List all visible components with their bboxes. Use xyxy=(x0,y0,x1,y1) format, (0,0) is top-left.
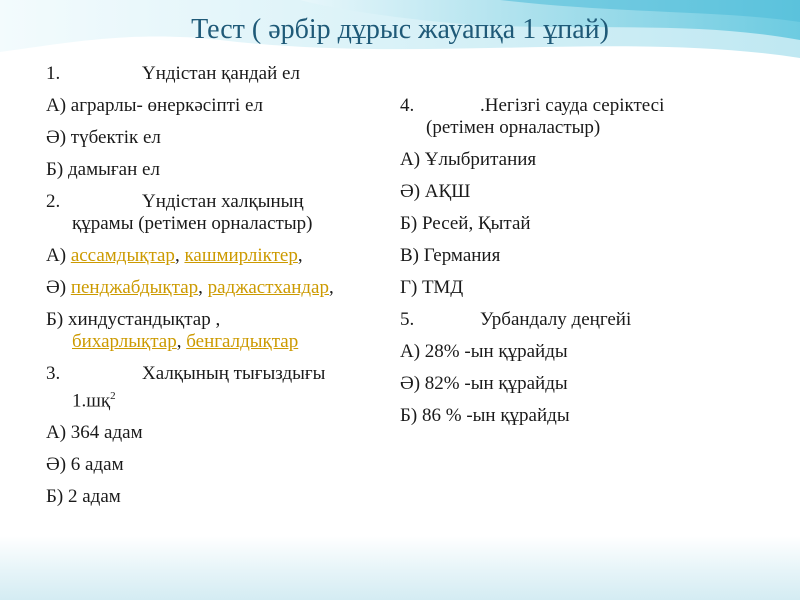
question-2 xyxy=(46,181,396,213)
answer-option: Ә) 6 адам xyxy=(46,454,124,476)
answer-option: А) 364 адам xyxy=(46,422,143,444)
question-text: Урбандалу деңгейі xyxy=(480,309,632,330)
answer-option: Г) ТМД xyxy=(400,277,464,298)
question-number: 3. xyxy=(46,363,61,384)
answer-option: А) 28% -ын құрайды xyxy=(400,341,568,362)
separator: , xyxy=(329,277,334,298)
hyperlink-punjabis[interactable]: пенджабдықтар xyxy=(70,277,199,298)
hyperlink-rajasthanis[interactable]: раджастхандар xyxy=(207,277,329,298)
question-text-continued: құрамы (ретімен орналастыр) xyxy=(72,213,313,234)
answer-option: А) Ұлыбритания xyxy=(400,149,537,170)
question-number: 5. xyxy=(400,309,415,330)
answer-option: А) аграрлы- өнеркәсіпті ел xyxy=(46,95,263,116)
answer-option-continued xyxy=(46,331,396,353)
answer-option: Ә) АҚШ xyxy=(400,181,471,202)
hyperlink-kashmiris[interactable]: кашмирліктер xyxy=(184,245,298,266)
answer-option: Ә) 82% -ын құрайды xyxy=(400,373,568,394)
separator: , xyxy=(297,245,303,266)
answer-option xyxy=(46,235,396,267)
answer-option: Б) Ресей, Қытай xyxy=(400,213,531,234)
question-5 xyxy=(400,299,770,331)
left-column xyxy=(46,63,396,508)
answer-option: Б) дамыған ел xyxy=(46,159,160,180)
question-text-continued: (ретімен орналастыр) xyxy=(426,117,601,138)
answer-option: Б) хиндустандықтар , xyxy=(46,309,221,330)
question-text: Үндістан халқының xyxy=(142,191,304,212)
separator: , xyxy=(176,331,187,352)
superscript: 2 xyxy=(110,390,116,402)
right-column xyxy=(400,95,770,427)
question-3 xyxy=(46,353,396,385)
answer-option: Б) 2 адам xyxy=(46,486,121,508)
hyperlink-bengalis[interactable]: бенгалдықтар xyxy=(186,331,299,352)
option-label: Ә) xyxy=(46,277,71,298)
question-text-continued xyxy=(46,385,396,412)
answer-option: Ә) түбектік ел xyxy=(46,127,161,148)
separator: , xyxy=(174,245,185,266)
unit-text: 1.шқ xyxy=(72,390,111,412)
page-title: Тест ( әрбір дұрыс жауапқа 1 ұпай) xyxy=(191,14,609,45)
question-number: 4. xyxy=(400,95,415,116)
separator: , xyxy=(198,277,208,298)
option-label: А) xyxy=(46,245,71,266)
question-number: 1. xyxy=(46,63,61,84)
bottom-reflection-decoration xyxy=(0,536,800,600)
question-text: Халқының тығыздығы xyxy=(142,363,326,384)
answer-option xyxy=(46,267,396,299)
question-4 xyxy=(400,95,770,117)
answer-option: В) Германия xyxy=(400,245,501,266)
question-text: .Негізгі сауда серіктесі xyxy=(480,95,665,116)
hyperlink-assamese[interactable]: ассамдықтар xyxy=(70,245,175,266)
question-text: Үндістан қандай ел xyxy=(142,63,300,84)
hyperlink-biharis[interactable]: бихарлықтар xyxy=(72,331,177,352)
answer-option: Б) 86 % -ын құрайды xyxy=(400,405,570,426)
question-1 xyxy=(46,63,396,85)
question-number: 2. xyxy=(46,191,61,212)
